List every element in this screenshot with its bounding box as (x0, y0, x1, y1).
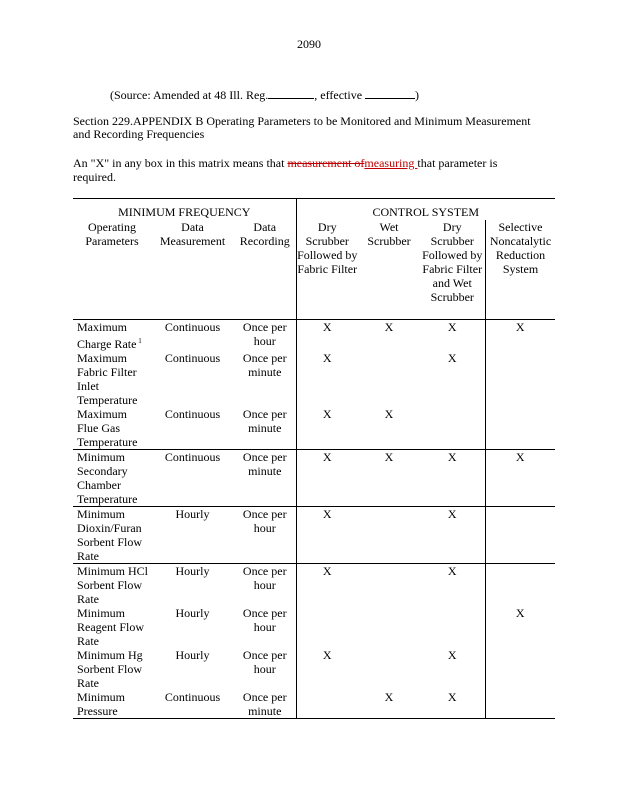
dry-scrubber-fabric-mark (296, 690, 358, 719)
measurement-cell: Hourly (151, 564, 234, 607)
column-header-row (73, 220, 555, 320)
dry-scrubber-fabric-mark: X (296, 450, 358, 507)
table-row (73, 407, 555, 450)
measurement-cell: Continuous (164, 351, 221, 365)
dry-scrubber-fabric-wet-mark: X (420, 450, 485, 507)
col-data-measurement: Data Measurement (151, 220, 234, 320)
param-cell: Minimum Reagent Flow Rate (77, 606, 144, 648)
intro-paragraph (73, 156, 543, 184)
recording-cell: Once per minute (234, 690, 296, 719)
dry-scrubber-fabric-wet-mark: X (447, 351, 457, 365)
sncr-mark: X (485, 450, 555, 507)
param-cell: Maximum Charge Rate $^1$ (77, 320, 142, 351)
col-wet-scrubber: Wet Scrubber (358, 220, 420, 320)
intro-before: An "X" in any box in this matrix means that (73, 156, 288, 170)
measurement-cell: Continuous (151, 450, 234, 507)
recording-cell: Once per minute (234, 450, 296, 507)
param-cell: Minimum HCl Sorbent Flow Rate (73, 564, 151, 607)
dry-scrubber-fabric-wet-mark: X (420, 564, 485, 607)
param-cell: Minimum Secondary Chamber Temperature (73, 450, 151, 507)
recording-cell: Once per hour (234, 507, 296, 564)
measurement-cell: Hourly (175, 648, 210, 662)
recording-cell: Once per hour (242, 648, 287, 676)
dry-scrubber-fabric-wet-mark: X (447, 320, 457, 334)
param-cell: Maximum Flue Gas Temperature (77, 407, 138, 449)
sncr-mark: X (485, 606, 555, 648)
col-operating-parameters: Operating Parameters (73, 220, 151, 320)
wet-scrubber-mark (358, 564, 420, 607)
sncr-mark (485, 564, 555, 607)
table-row (73, 564, 555, 607)
group-header-control-system: CONTROL SYSTEM (296, 199, 555, 221)
dry-scrubber-fabric-wet-mark: X (420, 690, 485, 719)
param-cell: Minimum Dioxin/Furan Sorbent Flow Rate (73, 507, 151, 564)
intro-inserted-text: measuring (364, 156, 418, 170)
col-dry-scrubber-fabric-wet: Dry Scrubber Followed by Fabric Filter and Wet Scrubber (420, 220, 485, 320)
group-header-row (73, 199, 555, 221)
measurement-cell: Continuous (151, 690, 234, 719)
dry-scrubber-fabric-mark: X (296, 648, 358, 690)
table-row (73, 351, 555, 407)
wet-scrubber-mark: X (384, 320, 394, 334)
dry-scrubber-fabric-mark: X (296, 564, 358, 607)
section-heading: Section 229.APPENDIX B Operating Parameters to be Monitored and Minimum Measurement and Recording Frequencies (73, 114, 531, 141)
parameters-matrix-table (73, 198, 555, 719)
col-dry-scrubber-fabric-filter: Dry Scrubber Followed by Fabric Filter (296, 220, 358, 320)
dry-scrubber-fabric-wet-mark (420, 606, 485, 648)
table-row (73, 690, 555, 719)
dry-scrubber-fabric-wet-mark (420, 407, 485, 450)
col-selective-noncatalytic-reduction (485, 220, 555, 320)
wet-scrubber-mark: X (358, 450, 420, 507)
sncr-mark (485, 351, 555, 407)
table-row (73, 507, 555, 564)
table-row (73, 606, 555, 648)
recording-cell: Once per minute (242, 407, 287, 435)
table-row (73, 450, 555, 507)
blank-register (268, 89, 314, 99)
sncr-mark (485, 690, 555, 719)
table-row (73, 320, 555, 352)
recording-cell: Once per minute (242, 351, 287, 379)
source-note (110, 88, 419, 103)
wet-scrubber-mark (358, 351, 420, 407)
wet-scrubber-mark: X (384, 407, 394, 421)
wet-scrubber-mark (358, 648, 420, 690)
sncr-mark (485, 407, 555, 450)
measurement-cell: Hourly (151, 507, 234, 564)
param-cell: Minimum Pressure (73, 690, 151, 719)
blank-effective (365, 89, 415, 99)
source-suffix: ) (415, 88, 420, 102)
param-cell: Minimum Hg Sorbent Flow Rate (77, 648, 143, 690)
wet-scrubber-mark (358, 606, 420, 648)
intro-after: that parameter is required. (73, 156, 498, 184)
measurement-cell: Continuous (164, 320, 221, 334)
dry-scrubber-fabric-mark: X (296, 507, 358, 564)
param-cell: Maximum Fabric Filter Inlet Temperature (77, 351, 138, 407)
recording-cell: Once per hour (242, 320, 287, 348)
sncr-mark (485, 507, 555, 564)
dry-scrubber-fabric-mark: X (296, 407, 358, 450)
recording-cell: Once per hour (234, 564, 296, 607)
dry-scrubber-fabric-mark (296, 606, 358, 648)
intro-deleted-text: measurement of (287, 156, 365, 170)
dry-scrubber-fabric-mark: X (296, 320, 358, 352)
sncr-mark (485, 648, 555, 690)
footnote-mark: 1 (136, 337, 142, 345)
source-prefix: (Source: Amended at 48 Ill. Reg. (110, 88, 269, 102)
dry-scrubber-fabric-mark: X (296, 351, 358, 407)
col-sncr-label: Selective Noncatalytic Reduction System (489, 220, 552, 276)
wet-scrubber-mark (358, 507, 420, 564)
table-row (73, 648, 555, 690)
group-header-minimum-frequency: MINIMUM FREQUENCY (73, 199, 296, 221)
source-middle: , effective (314, 88, 366, 102)
measurement-cell: Continuous (164, 407, 221, 421)
col-data-recording: Data Recording (234, 220, 296, 320)
sncr-mark: X (485, 320, 555, 352)
recording-cell: Once per hour (242, 606, 287, 634)
dry-scrubber-fabric-wet-mark: X (420, 507, 485, 564)
page-number: 2090 (297, 37, 321, 51)
measurement-cell: Hourly (175, 606, 210, 620)
dry-scrubber-fabric-wet-mark: X (447, 648, 457, 662)
wet-scrubber-mark: X (358, 690, 420, 719)
